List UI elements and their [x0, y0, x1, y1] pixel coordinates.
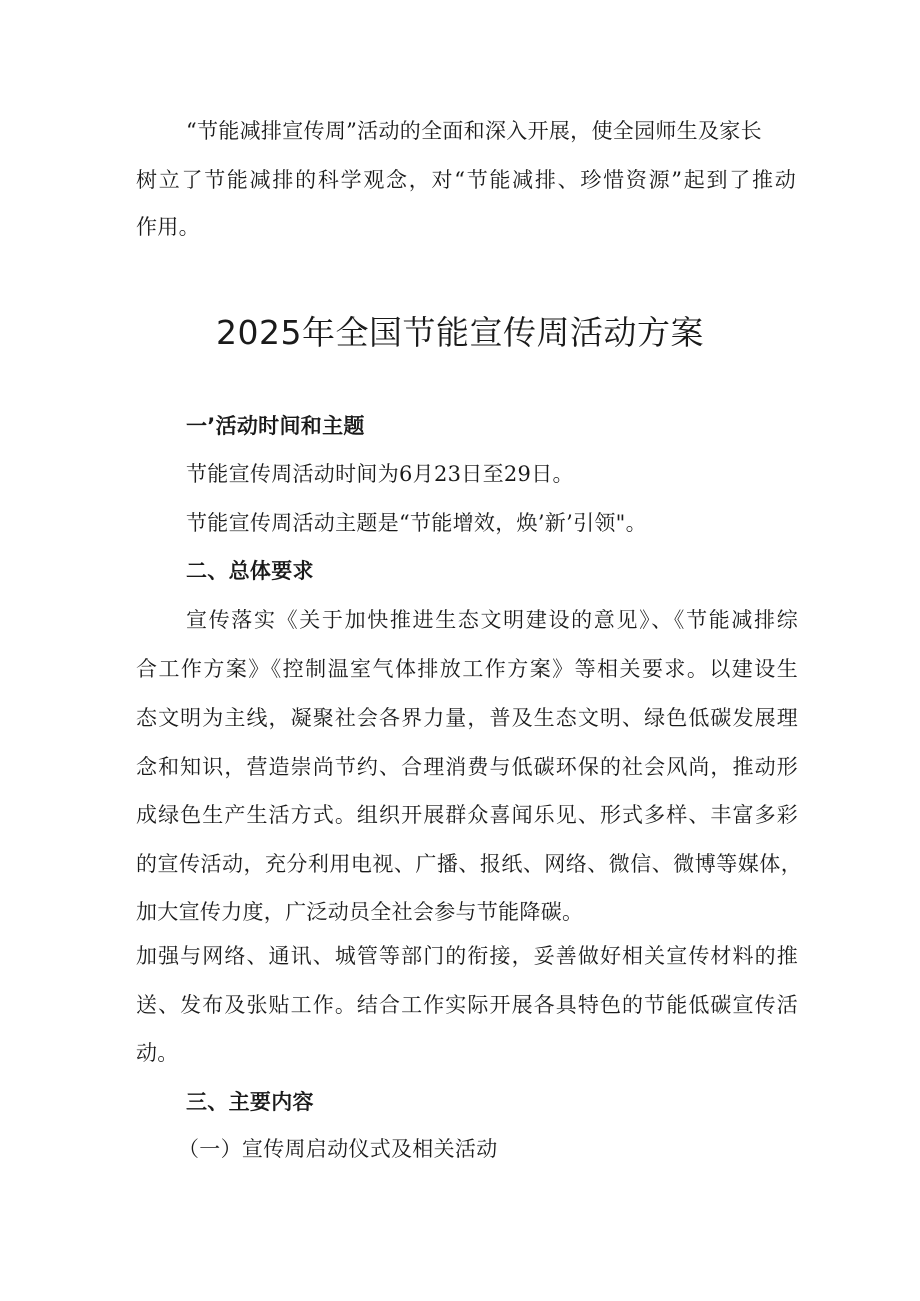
section-3-heading: 三、主要内容 [186, 1090, 314, 1114]
section-2-para-1-line-3: 态文明为主线，凝聚社会各界力量，普及生态文明、绿色低碳发展理 [136, 706, 798, 730]
section-2-para-1-line-4: 念和知识，营造崇尚节约、合理消费与低碳环保的社会风尚，推动形 [136, 755, 798, 779]
section-2-para-2-line-2: 送、发布及张贴工作。结合工作实际开展各具特色的节能低碳宣传活 [136, 993, 798, 1017]
section-1-line-2: 节能宣传周活动主题是“节能增效，焕’新’引领"。 [186, 511, 647, 535]
section-2-para-1-line-1: 宣传落实《关于加快推进生态文明建设的意见》、《节能减排综 [186, 608, 798, 632]
section-2-para-2-line-3: 动。 [136, 1041, 179, 1065]
intro-line-1: “节能减排宣传周”活动的全面和深入开展，使全园师生及家长 [186, 119, 762, 143]
section-2-para-1-line-7: 加大宣传力度，广泛动员全社会参与节能降碳。 [136, 900, 584, 924]
section-3-subheading-1: （一）宣传周启动仪式及相关活动 [178, 1137, 498, 1161]
section-2-para-2-line-1: 加强与网络、通讯、城管等部门的衔接，妥善做好相关宣传材料的推 [136, 944, 798, 968]
section-2-heading: 二、总体要求 [186, 559, 314, 583]
section-2-para-1-line-5: 成绿色生产生活方式。组织开展群众喜闻乐见、形式多样、丰富多彩 [136, 803, 798, 827]
section-1-heading: 一’活动时间和主题 [186, 414, 365, 438]
document-title: 2025年全国节能宣传周活动方案 [216, 313, 704, 352]
section-2-para-1-line-6: 的宣传活动，充分利用电视、广播、报纸、网络、微信、微博等媒体， [136, 852, 802, 876]
section-2-para-1-line-2: 合工作方案》《控制温室气体排放工作方案》等相关要求。以建设生 [136, 657, 798, 681]
section-1-line-1: 节能宣传周活动时间为6月23日至29日。 [186, 462, 574, 486]
intro-line-2: 树立了节能减排的科学观念，对“节能减排、珍惜资源”起到了推动 [136, 168, 796, 192]
intro-line-3: 作用。 [136, 215, 200, 239]
